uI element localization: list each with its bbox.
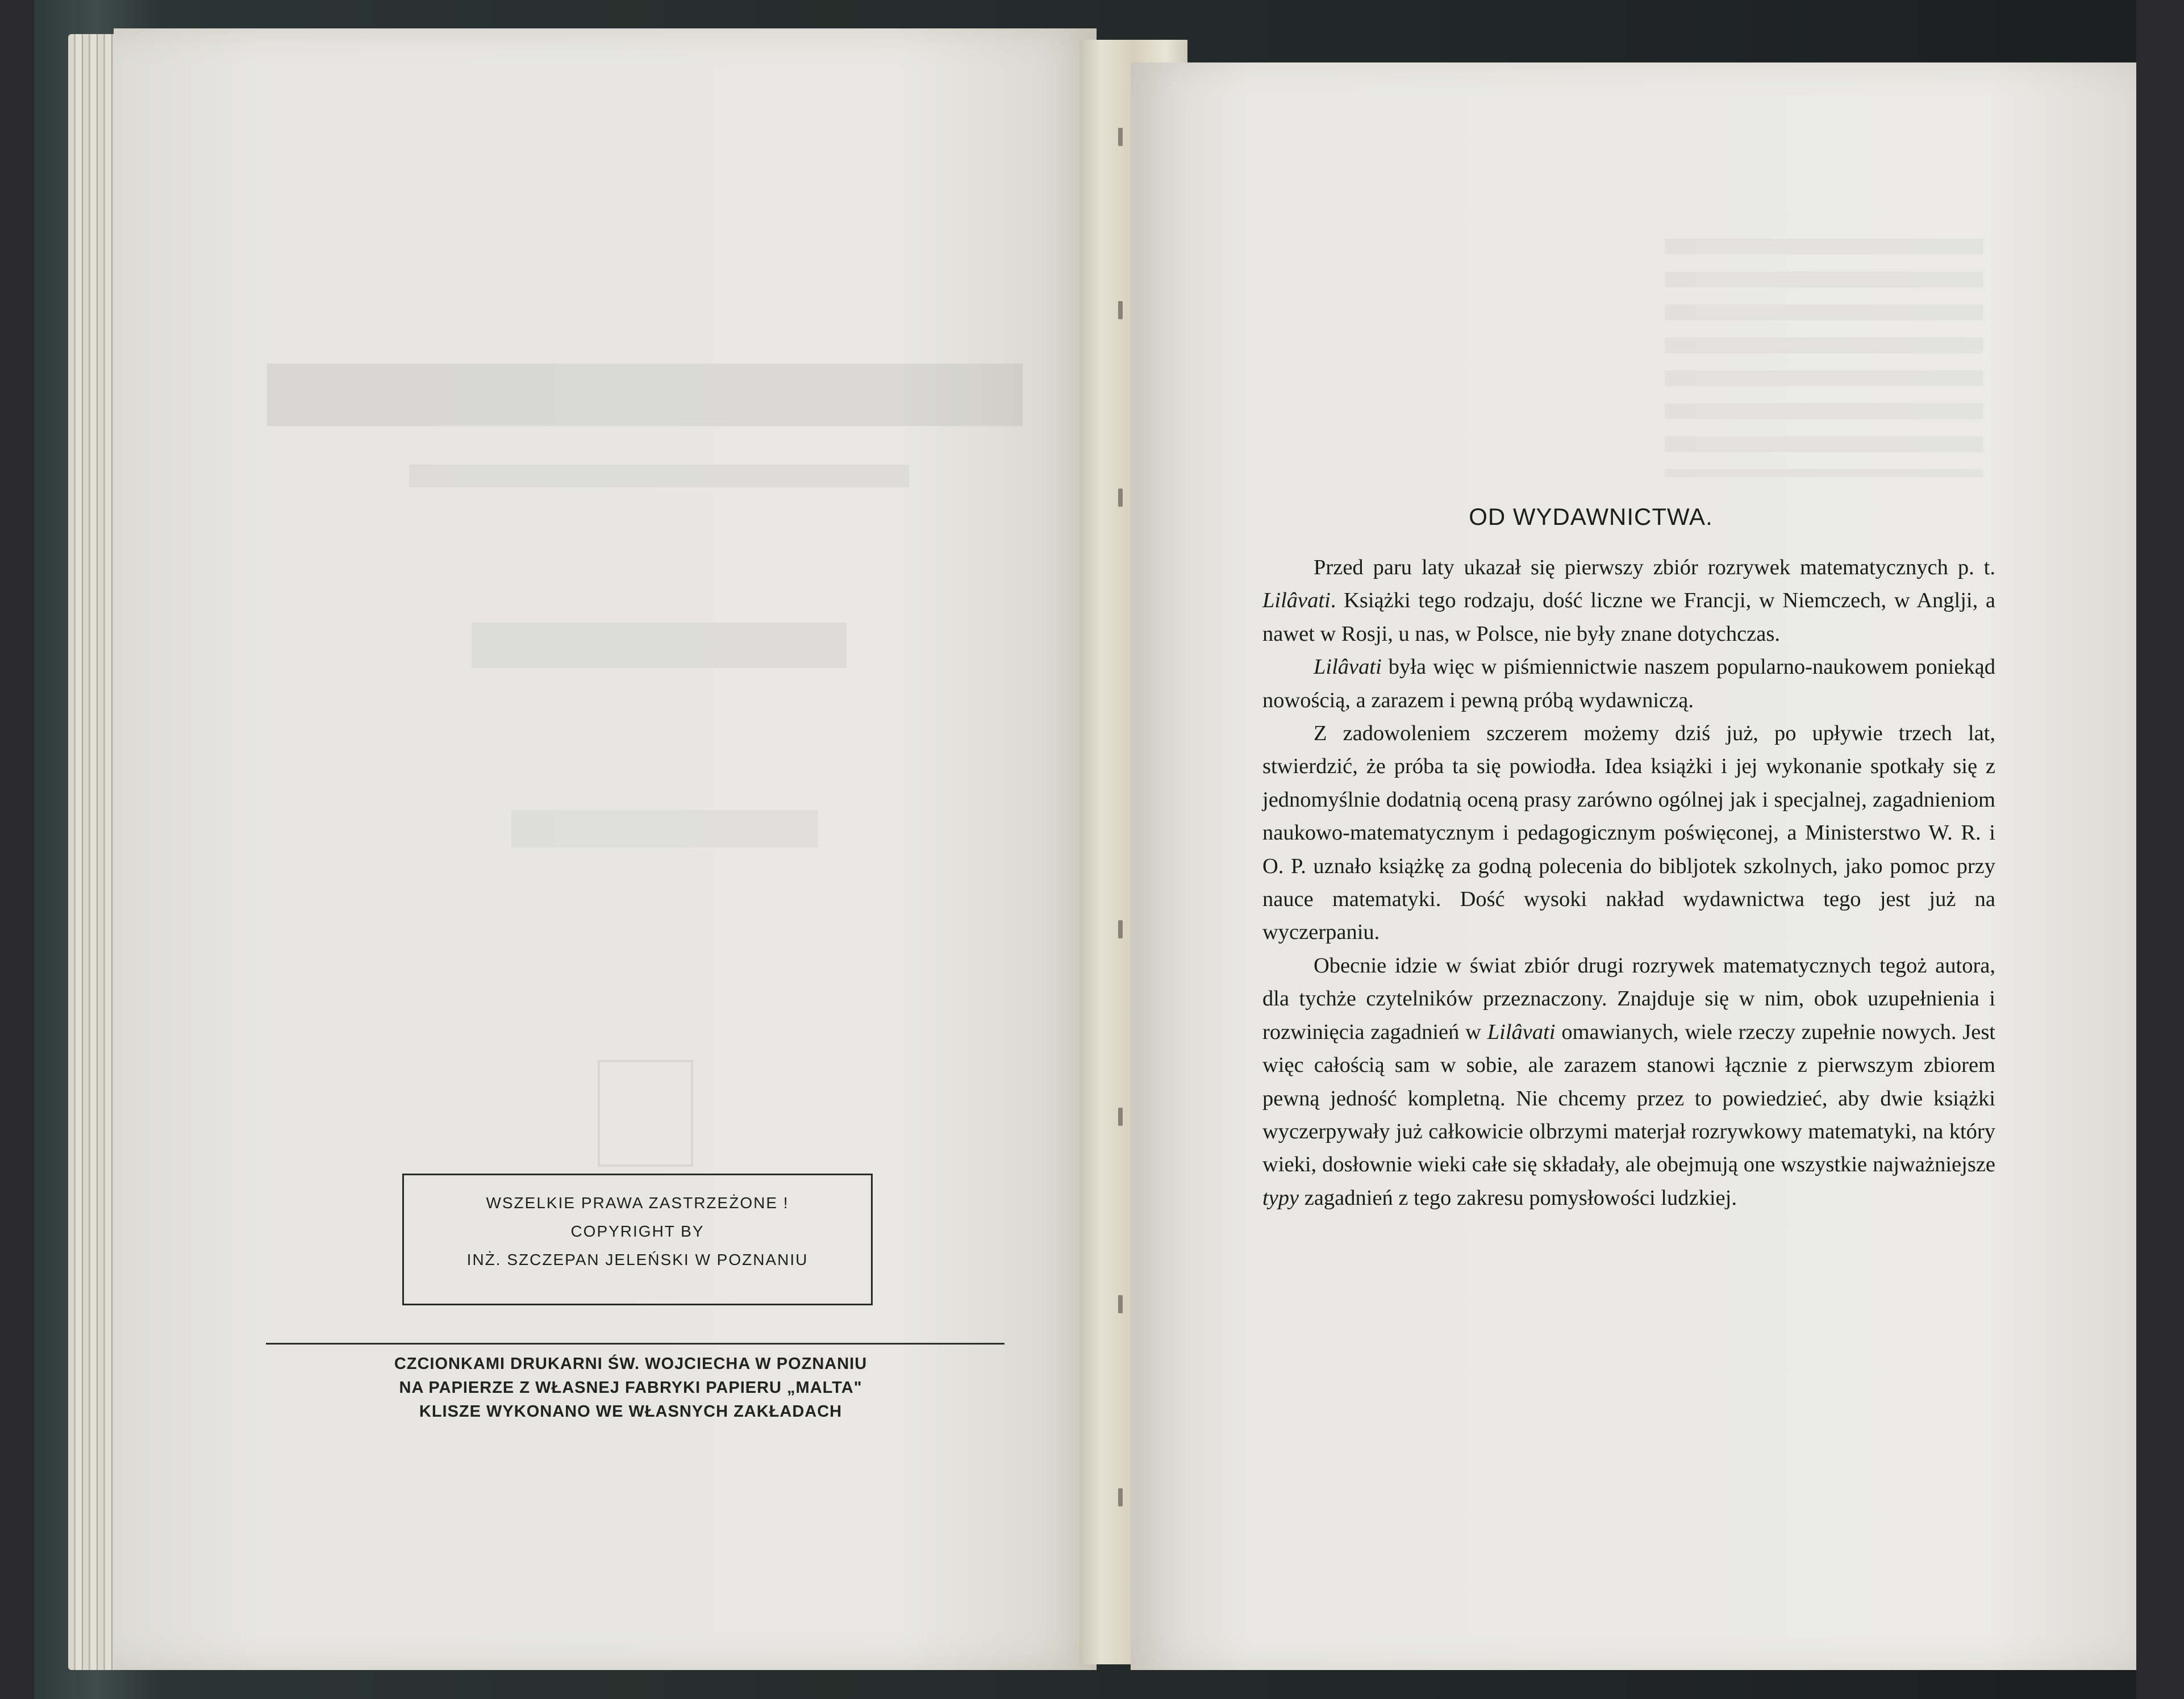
paragraph [1262, 650, 1995, 717]
text-run: zagadnień z tego zakresu pomysłowości ludzkiej. [1299, 1185, 1737, 1210]
paragraph [1262, 949, 1995, 1214]
divider-rule [266, 1343, 1005, 1345]
show-through-emblem [598, 1060, 693, 1167]
printer-line-2: NA PAPIERZE Z WŁASNEJ FABRYKI PAPIERU „MALTA" [399, 1379, 862, 1397]
left-page [114, 28, 1097, 1670]
section-heading: OD WYDAWNICTWA. [1469, 503, 1713, 530]
paragraph [1262, 551, 1995, 650]
book-title: Lilâvati [1262, 588, 1331, 613]
binding-stitch [1118, 1488, 1123, 1506]
binding-stitch [1118, 489, 1123, 507]
show-through-edition [511, 810, 818, 848]
text-run: Obecnie idzie w świat zbiór drugi rozrywek matematycznych tegoż autora, dla tychże czytelników przeznaczony. Znajduje się w nim, obok uzupełnienia i rozwinięcia zagadnień w [1262, 953, 1995, 1044]
foreword-text [1262, 551, 1995, 1214]
binding-stitch [1118, 128, 1123, 146]
copyright-line-3: INŻ. SZCZEPAN JELEŃSKI W POZNANIU [466, 1251, 808, 1268]
binding-stitch [1118, 301, 1123, 319]
copyright-notice [402, 1174, 873, 1305]
show-through-author [472, 623, 847, 668]
printer-note [341, 1352, 920, 1424]
text-run: była więc w piśmiennictwie naszem popularno-naukowem poniekąd nowością, a zarazem i pewną próbą wydawniczą. [1262, 655, 1995, 712]
emphasis: typy [1262, 1185, 1299, 1210]
printer-line-3: KLISZE WYKONANO WE WŁASNYCH ZAKŁADACH [419, 1402, 843, 1421]
book-title: Lilâvati [1487, 1020, 1556, 1044]
binding-stitch [1118, 1295, 1123, 1313]
paragraph: Z zadowoleniem szczerem możemy dziś już, po upływie trzech lat, stwierdzić, że próba ta się powiodła. Idea książki i jej wykonanie spotkały się z jednomyślnie dodatnią oceną prasy zarówno ogólnej jak i specjalnej, zagadnieniom naukowo-matematycznym i pedagogicznym poświęconej, a Ministerstwo W. R. i O. P. uznało książkę za godną polecenia do bibljotek szkolnych, jako pomoc przy nauce matematyki. Dość wysoki nakład wydawnictwa tego jest już na wyczerpaniu. [1262, 721, 1995, 945]
show-through-title [267, 364, 1023, 426]
printer-line-1: CZCIONKAMI DRUKARNI ŚW. WOJCIECHA W POZNANIU [394, 1355, 868, 1373]
text-run: omawianych, wiele rzeczy zupełnie nowych. Jest więc całością sam w sobie, ale zarazem stanowi łącznie z pierwszym zbiorem pewną jedność kompletną. Nie chcemy przez to powiedzieć, aby dwie książki wyczerpywały już całkowicie olbrzymi materjał rozrywkowy matematyki, na który wieki, dosłownie wieki całe się składały, ale obejmują one wszystkie najważniejsze [1262, 1020, 1995, 1177]
text-run: . Książki tego rodzaju, dość liczne we Francji, w Niemczech, w Anglji, a nawet w Rosji, u nas, w Polsce, nie były znane dotychczas. [1262, 588, 1995, 646]
copyright-line-1: WSZELKIE PRAWA ZASTRZEŻONE ! [486, 1194, 789, 1212]
binding-stitch [1118, 920, 1123, 938]
book-title: Lilâvati [1314, 655, 1382, 679]
show-through-subtitle [409, 465, 909, 487]
show-through-text [1665, 239, 1983, 477]
text-run: Przed paru laty ukazał się pierwszy zbiór rozrywek matematycznych p. t. [1314, 556, 1995, 579]
copyright-line-2: COPYRIGHT BY [570, 1222, 705, 1240]
binding-stitch [1118, 1108, 1123, 1126]
